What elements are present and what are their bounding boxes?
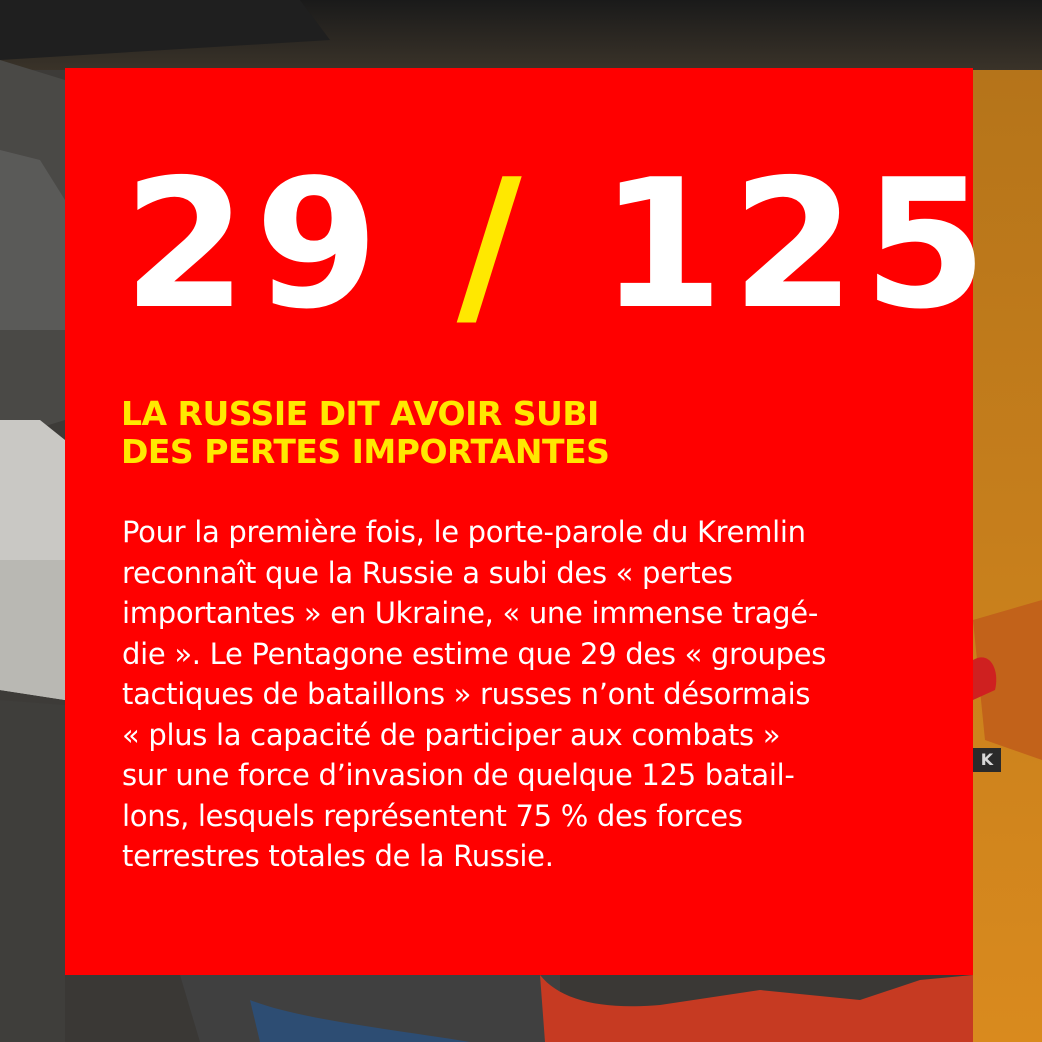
body-line: sur une force d’invasion de quelque 125 batail- bbox=[122, 758, 795, 792]
headline-number bbox=[123, 130, 995, 360]
body-line: die ». Le Pentagone estime que 29 des « groupes bbox=[122, 636, 827, 671]
card-body-text bbox=[122, 512, 942, 877]
body-line: Pour la première fois, le porte-parole du Kremlin bbox=[122, 515, 806, 549]
headline-line: DES PERTES IMPORTANTES bbox=[121, 432, 610, 471]
number-separator: / bbox=[456, 141, 530, 348]
headline-line: LA RUSSIE DIT AVOIR SUBI bbox=[121, 394, 599, 433]
card-headline bbox=[121, 395, 921, 471]
body-line: « plus la capacité de participer aux combats » bbox=[122, 717, 781, 752]
body-line: importantes » en Ukraine, « une immense tragé- bbox=[122, 596, 818, 630]
info-card bbox=[65, 68, 996, 975]
body-line: terrestres totales de la Russie. bbox=[122, 839, 554, 873]
destroyed-battalions-count: 29 bbox=[123, 141, 387, 348]
body-line: tactiques de bataillons » russes n’ont désormais bbox=[122, 677, 811, 711]
body-line: lons, lesquels représentent 75 % des forces bbox=[122, 798, 743, 833]
body-line: reconnaît que la Russie a subi des « pertes bbox=[122, 555, 733, 590]
map-region-label: K bbox=[973, 748, 1001, 772]
total-battalions-count: 125 bbox=[599, 141, 996, 348]
